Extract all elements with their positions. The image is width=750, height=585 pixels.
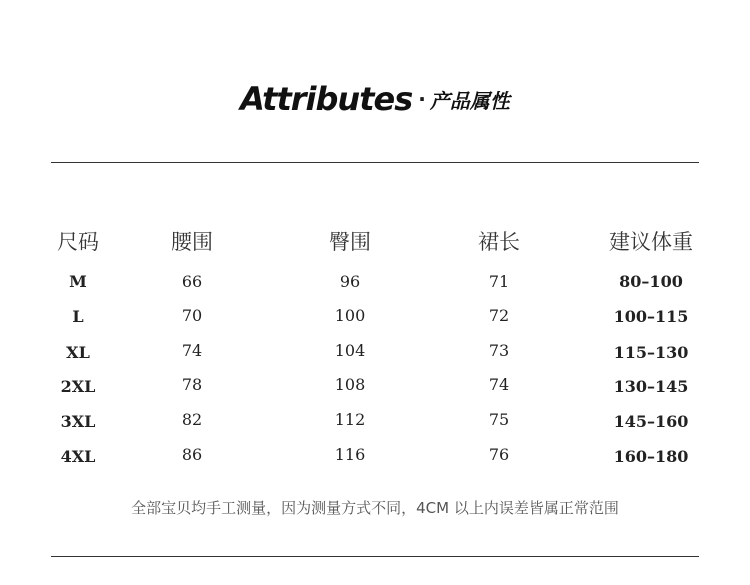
table-cell-size: L — [72, 307, 84, 326]
table-cell-length: 74 — [488, 375, 510, 394]
table-cell-waist: 78 — [181, 375, 203, 394]
table-cell-length: 72 — [488, 306, 510, 325]
table-cell-waist: 82 — [181, 410, 203, 429]
table-cell-weight: 145–160 — [613, 412, 689, 431]
table-cell-hip: 112 — [334, 410, 366, 429]
table-cell-size: 2XL — [60, 377, 96, 396]
page-title — [0, 80, 750, 118]
table-cell-weight: 115–130 — [613, 343, 689, 362]
measurement-note: 全部宝贝均手工测量，因为测量方式不同，4CM 以上内误差皆属正常范围 — [131, 499, 619, 517]
table-cell-waist: 86 — [181, 445, 203, 464]
table-cell-waist: 66 — [181, 272, 203, 291]
header-hip: 臀围 — [329, 230, 371, 254]
table-cell-hip: 96 — [339, 272, 361, 291]
header-waist: 腰围 — [171, 230, 213, 254]
table-cell-weight: 130–145 — [613, 377, 689, 396]
table-cell-weight: 100–115 — [613, 307, 689, 326]
table-cell-hip: 104 — [334, 341, 366, 360]
table-cell-hip: 116 — [334, 445, 366, 464]
table-cell-hip: 108 — [334, 375, 366, 394]
top-divider — [51, 162, 699, 163]
title-separator: · — [418, 87, 426, 111]
table-cell-length: 75 — [488, 410, 510, 429]
table-cell-length: 73 — [488, 341, 510, 360]
title-english: Attributes — [240, 80, 413, 118]
table-cell-hip: 100 — [334, 306, 366, 325]
title-chinese: 产品属性 — [429, 89, 510, 113]
table-cell-waist: 70 — [181, 306, 203, 325]
bottom-divider — [51, 556, 699, 557]
table-cell-size: XL — [66, 343, 90, 362]
table-cell-size: M — [69, 272, 87, 291]
header-weight: 建议体重 — [609, 230, 693, 254]
table-cell-length: 71 — [488, 272, 510, 291]
table-cell-size: 3XL — [60, 412, 96, 431]
table-cell-weight: 160–180 — [613, 447, 689, 466]
table-cell-waist: 74 — [181, 341, 203, 360]
table-cell-length: 76 — [488, 445, 510, 464]
header-length: 裙长 — [478, 230, 520, 254]
table-cell-weight: 80–100 — [619, 272, 683, 291]
table-cell-size: 4XL — [60, 447, 96, 466]
header-size: 尺码 — [57, 230, 99, 254]
